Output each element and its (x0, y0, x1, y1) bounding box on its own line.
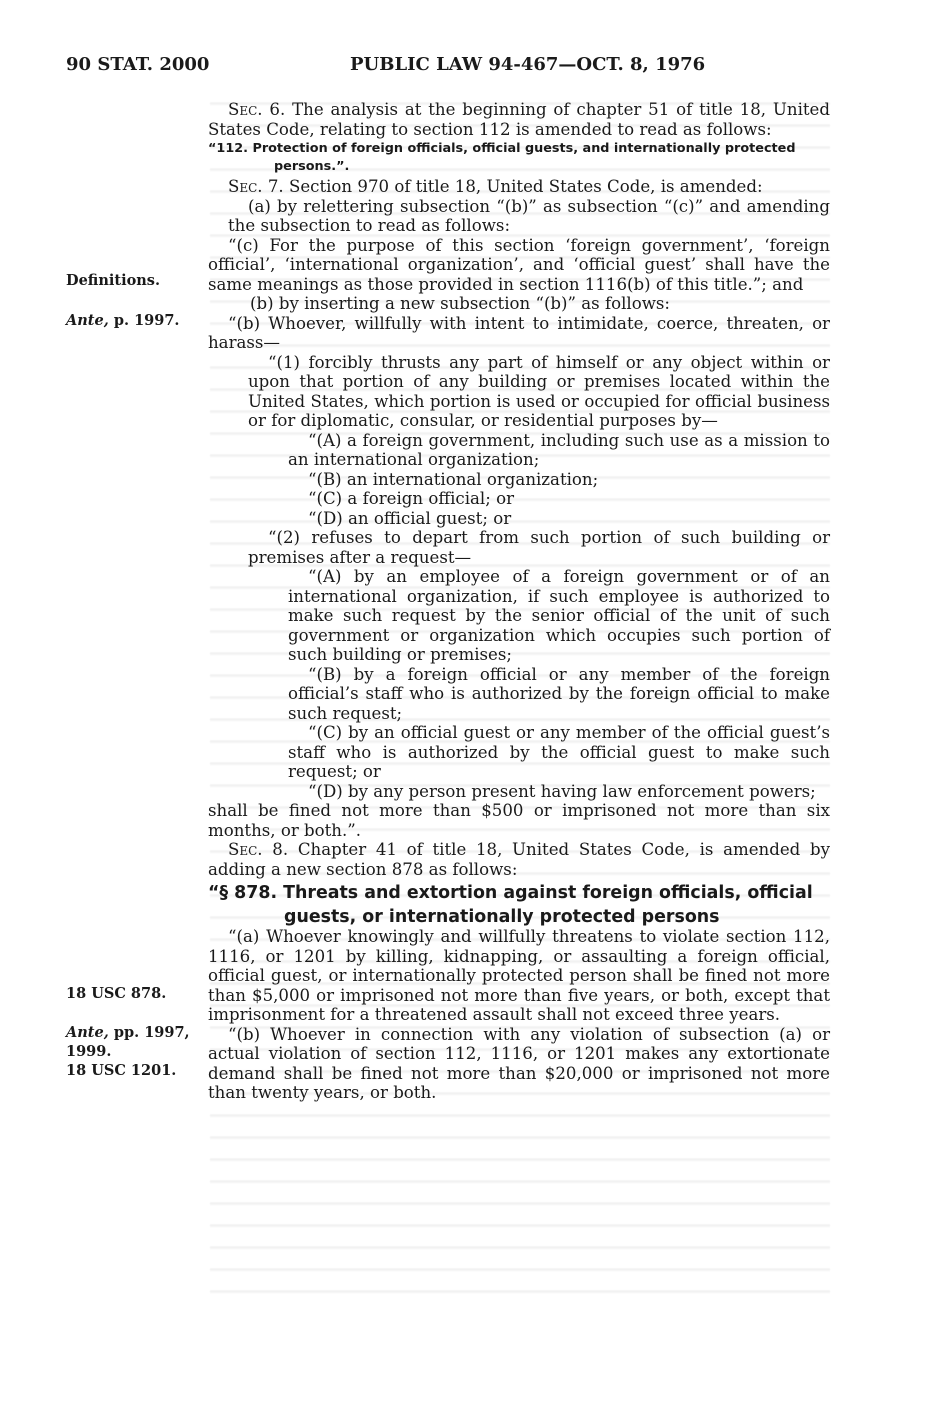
paragraph-2-c: “(C) by an official guest or any member of the official guest’s staff who is authorized by the official guest to make such request; or (288, 723, 830, 781)
sec-6-entry-2: persons.”. (274, 159, 350, 174)
section-878-heading-line-1: “§ 878. Threats and extortion against foreign officials, official (208, 883, 813, 903)
sec-6-text: 6. The analysis at the beginning of chapter 51 of title 18, United States Code, relating to section 112 is amended to read as follows: (208, 100, 830, 139)
margin-ante-italic: Ante, (66, 312, 109, 329)
sec-6-label: Sec. (228, 100, 263, 119)
margin-ante-pp-pages: pp. 1997, (113, 1024, 190, 1041)
margin-note-1999: 1999. (66, 1043, 112, 1060)
margin-note-18usc878: 18 USC 878. (66, 985, 167, 1002)
sec-7 (208, 177, 830, 197)
subsection-b-intro: “(b) Whoever, willfully with intent to intimidate, coerce, threaten, or harass— (208, 313, 830, 352)
paragraph-2-d: “(D) by any person present having law enforcement powers; (308, 781, 816, 801)
sec-6 (208, 100, 830, 139)
margin-ante-page: p. 1997. (113, 312, 180, 329)
paragraph-1: “(1) forcibly thrusts any part of himself or any object within or upon that portion of any building or premises located within the United States, which portion is used or occupied for official business or for diplomatic, consular, or residential purposes by— (248, 352, 830, 430)
margin-ante-pp-italic: Ante, (66, 1024, 109, 1041)
sec-6-entry-1: “112. Protection of foreign officials, official guests, and internationally protected (208, 141, 796, 156)
paragraph-1-c: “(C) a foreign official; or (308, 489, 515, 508)
margin-note-18usc1201: 18 USC 1201. (66, 1062, 177, 1079)
margin-note-ante-1997 (66, 311, 179, 330)
sec-8-label: Sec. (228, 840, 263, 859)
sec-8 (208, 840, 830, 879)
section-878-b: “(b) Whoever in connection with any violation of subsection (a) or actual violation of section 112, 1116, or 1201 makes any extortionate demand shall be fined not more than $20,000 or imprisoned not more than twenty years, or both. (208, 1024, 830, 1102)
sec-7-a: (a) by relettering subsection “(b)” as subsection “(c)” and amending the subsection to read as follows: (228, 196, 830, 235)
stat-number: 90 STAT. 2000 (66, 54, 210, 75)
margin-note-ante-pp (66, 1023, 190, 1042)
paragraph-1-d: “(D) an official guest; or (308, 508, 512, 528)
margin-note-definitions: Definitions. (66, 272, 161, 289)
page-title: PUBLIC LAW 94-467—OCT. 8, 1976 (350, 54, 706, 75)
sec-7-c: “(c) For the purpose of this section ‘foreign government’, ‘foreign official’, ‘international organization’, and ‘official guest’ shall have the same meanings as those provided in section 1116(b) of this title.”; and (208, 235, 830, 294)
section-878-heading-line-2: guests, or internationally protected persons (284, 907, 720, 927)
sec-7-label: Sec. (228, 177, 263, 196)
paragraph-1-b: “(B) an international organization; (308, 469, 599, 489)
paragraph-2-b: “(B) by a foreign official or any member of the foreign official’s staff who is authorized by the foreign official to make such request; (288, 664, 830, 723)
paragraph-2-a: “(A) by an employee of a foreign government or of an international organization, if such employee is authorized to make such request by the senior official of the unit of such government or organization which occupies such portion of such building or premises; (288, 567, 830, 664)
section-878-a: “(a) Whoever knowingly and willfully threatens to violate section 112, 1116, or 1201 by killing, kidnapping, or assaulting a foreign official, official guest, or internationally protected person shall be fined not more than $5,000 or imprisoned not more than five years, or both, except that imprisonment for a threatened assault shall not exceed three years. (208, 927, 830, 1024)
sec-8-text: 8. Chapter 41 of title 18, United States Code, is amended by adding a new section 878 as follows: (208, 840, 830, 879)
paragraph-2: “(2) refuses to depart from such portion of such building or premises after a request— (248, 528, 830, 567)
paragraph-1-a: “(A) a foreign government, including such use as a mission to an international organization; (288, 430, 830, 469)
penalty-clause: shall be fined not more than $500 or imprisoned not more than six months, or both.”. (208, 801, 830, 840)
document-body (208, 100, 830, 1103)
sec-7-b: (b) by inserting a new subsection “(b)” as follows: (250, 294, 671, 313)
sec-7-text: 7. Section 970 of title 18, United States Code, is amended: (262, 177, 763, 196)
